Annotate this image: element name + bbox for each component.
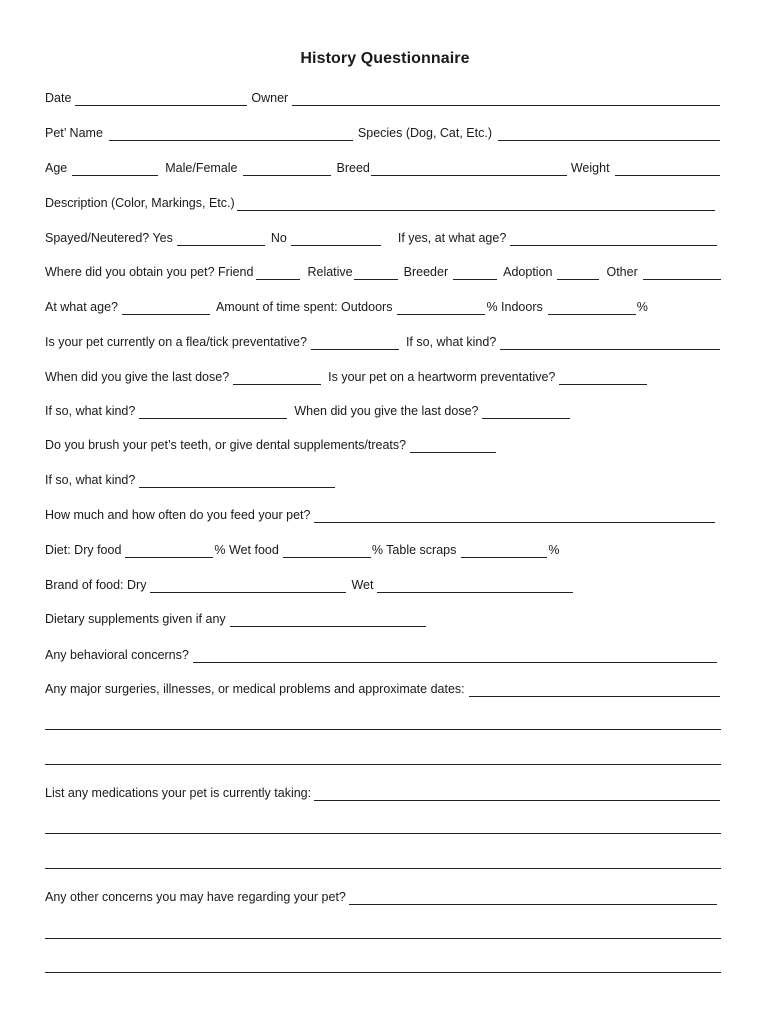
row-spayed — [45, 228, 721, 246]
diet-wet-label: % Wet food — [214, 543, 279, 557]
row-medications — [45, 783, 721, 801]
flea-kind-label: If so, what kind? — [405, 335, 497, 349]
other-field[interactable] — [643, 266, 721, 280]
at-what-age-field[interactable] — [122, 301, 210, 315]
breed-label: Breed — [336, 161, 370, 175]
species-field[interactable] — [498, 127, 720, 141]
row-description — [45, 193, 721, 211]
brand-wet-label: Wet — [351, 578, 374, 592]
species-label: Species (Dog, Cat, Etc.) — [357, 126, 492, 140]
diet-table-label: % Table scraps — [371, 543, 457, 557]
diet-table-field[interactable] — [461, 544, 547, 558]
dental-label: Do you brush your pet’s teeth, or give dental supplements/treats? — [45, 438, 407, 452]
supplements-field[interactable] — [230, 613, 426, 627]
adoption-field[interactable] — [557, 266, 599, 280]
heartworm-last-dose-field[interactable] — [482, 405, 570, 419]
row-surgeries — [45, 679, 721, 697]
other-concerns-line-3[interactable] — [45, 972, 721, 973]
row-date-owner — [45, 88, 721, 106]
surgeries-field[interactable] — [469, 683, 720, 697]
description-field[interactable] — [237, 197, 715, 211]
row-other-concerns — [45, 887, 721, 905]
feed-label: How much and how often do you feed your pet? — [45, 508, 311, 522]
heartworm-label: Is your pet on a heartworm preventative? — [328, 370, 556, 384]
medications-line-3[interactable] — [45, 868, 721, 869]
diet-percent-label: % — [548, 543, 560, 557]
dental-kind-field[interactable] — [139, 474, 335, 488]
flea-tick-label: Is your pet currently on a flea/tick preventative? — [45, 335, 307, 349]
page-title: History Questionnaire — [300, 50, 470, 67]
row-dental — [45, 435, 721, 453]
medications-label: List any medications your pet is currently taking: — [45, 786, 312, 800]
feed-field[interactable] — [314, 509, 715, 523]
weight-label: Weight — [570, 161, 610, 175]
brand-wet-field[interactable] — [377, 579, 573, 593]
row-supplements — [45, 609, 721, 627]
friend-field[interactable] — [256, 266, 300, 280]
row-obtain — [45, 262, 721, 280]
brand-dry-label: Brand of food: Dry — [45, 578, 147, 592]
last-dose-label: When did you give the last dose? — [45, 370, 230, 384]
row-feed — [45, 505, 721, 523]
diet-dry-label: Diet: Dry food — [45, 543, 122, 557]
heartworm-kind-label: If so, what kind? — [45, 404, 136, 418]
heartworm-kind-field[interactable] — [139, 405, 287, 419]
breeder-field[interactable] — [453, 266, 497, 280]
age-field[interactable] — [72, 162, 158, 176]
last-dose-field[interactable] — [233, 371, 321, 385]
pet-name-field[interactable] — [109, 127, 353, 141]
breed-field[interactable] — [371, 162, 567, 176]
dental-field[interactable] — [410, 439, 496, 453]
at-what-age-label: At what age? — [45, 300, 118, 314]
heartworm-last-dose-label: When did you give the last dose? — [294, 404, 479, 418]
spayed-age-field[interactable] — [510, 232, 717, 246]
pet-name-label: Pet’ Name — [45, 126, 103, 140]
other-label: Other — [606, 265, 638, 279]
sex-label: Male/Female — [165, 161, 238, 175]
diet-wet-field[interactable] — [283, 544, 371, 558]
row-age-sex-breed-weight — [45, 158, 721, 176]
brand-dry-field[interactable] — [150, 579, 346, 593]
row-diet — [45, 540, 721, 558]
dental-kind-label: If so, what kind? — [45, 473, 136, 487]
row-flea-tick — [45, 332, 721, 350]
relative-field[interactable] — [354, 266, 398, 280]
medications-line-2[interactable] — [45, 833, 721, 834]
flea-kind-field[interactable] — [500, 336, 720, 350]
surgeries-label: Any major surgeries, illnesses, or medical problems and approximate dates: — [45, 682, 465, 696]
weight-field[interactable] — [615, 162, 720, 176]
row-heartworm-kind — [45, 401, 721, 419]
outdoors-label: Amount of time spent: Outdoors — [215, 300, 393, 314]
relative-label: Relative — [307, 265, 353, 279]
flea-tick-field[interactable] — [311, 336, 399, 350]
row-pet-species — [45, 123, 721, 141]
no-label: No — [270, 231, 287, 245]
spayed-yes-field[interactable] — [177, 232, 265, 246]
outdoors-field[interactable] — [397, 301, 485, 315]
surgeries-line-2[interactable] — [45, 729, 721, 730]
owner-field[interactable] — [292, 92, 720, 106]
behavioral-label: Any behavioral concerns? — [45, 648, 189, 662]
row-behavioral — [45, 645, 721, 663]
description-label: Description (Color, Markings, Etc.) — [45, 196, 235, 210]
indoors-field[interactable] — [548, 301, 636, 315]
adoption-label: Adoption — [503, 265, 553, 279]
spayed-label: Spayed/Neutered? Yes — [45, 231, 173, 245]
behavioral-field[interactable] — [193, 649, 717, 663]
if-yes-age-label: If yes, at what age? — [397, 231, 507, 245]
sex-field[interactable] — [243, 162, 331, 176]
breeder-label: Breeder — [403, 265, 449, 279]
indoors-label: % Indoors — [486, 300, 543, 314]
heartworm-field[interactable] — [559, 371, 647, 385]
other-concerns-field[interactable] — [349, 891, 717, 905]
diet-dry-field[interactable] — [125, 544, 213, 558]
row-heartworm — [45, 367, 721, 385]
row-time-spent — [45, 297, 721, 315]
spayed-no-field[interactable] — [291, 232, 381, 246]
surgeries-line-3[interactable] — [45, 764, 721, 765]
other-concerns-line-2[interactable] — [45, 938, 721, 939]
medications-field[interactable] — [314, 787, 720, 801]
date-field[interactable] — [75, 92, 247, 106]
row-brand — [45, 575, 721, 593]
other-concerns-label: Any other concerns you may have regarding your pet? — [45, 890, 346, 904]
age-label: Age — [45, 161, 68, 175]
supplements-label: Dietary supplements given if any — [45, 612, 226, 626]
obtain-label: Where did you obtain you pet? Friend — [45, 265, 254, 279]
indoors-percent-label: % — [636, 300, 648, 314]
owner-label: Owner — [251, 91, 289, 105]
row-dental-kind — [45, 470, 721, 488]
date-label: Date — [45, 91, 72, 105]
